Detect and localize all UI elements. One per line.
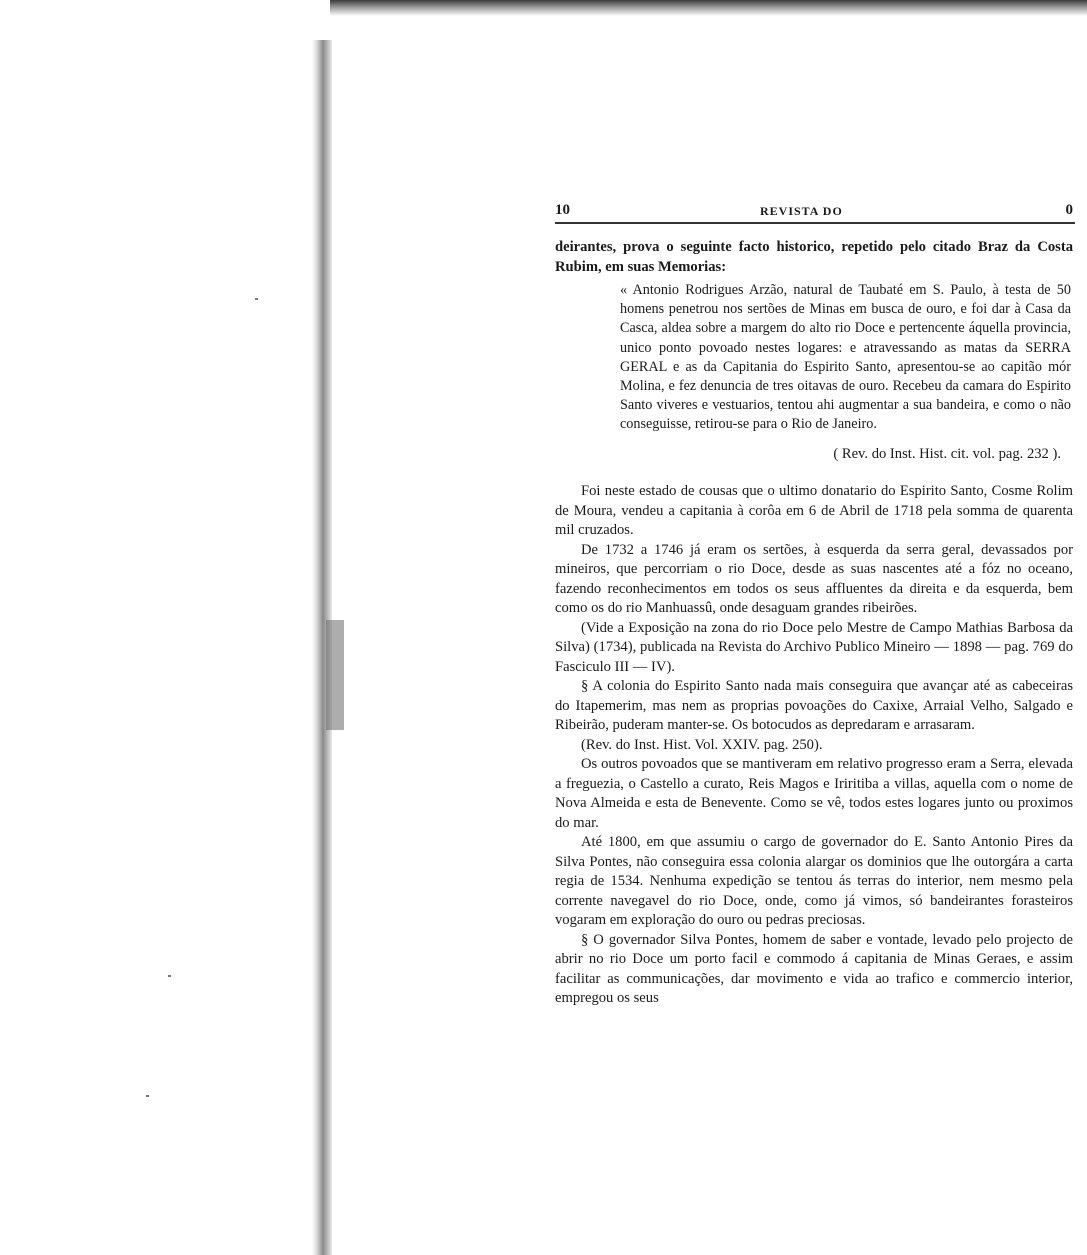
page-body xyxy=(555,238,1073,1009)
page-header xyxy=(555,200,1075,224)
scan-speck xyxy=(255,298,258,300)
running-head: REVISTA DO xyxy=(760,204,843,218)
scan-top-edge-smear xyxy=(330,0,1087,16)
paragraph: § O governador Silva Pontes, homem de saber e vontade, levado pelo projecto de abrir no rio Doce um porto facil e commodo á capitania de Minas Geraes, e assim facilitar as communicações, dar movimento e vida ao trafico e commercio interior, empregou os seus xyxy=(555,931,1073,1007)
block-quote: « Antonio Rodrigues Arzão, natural de Taubaté em S. Paulo, à testa de 50 homens penetrou nos sertões de Minas em busca de ouro, e foi dar à Casa da Casca, aldea sobre a margem do alto rio Doce e pertencente áquella provincia, unico ponto povoado nestes logares: e atravessando as matas da SERRA GERAL e as da Capitania do Espirito Santo, apresentou-se ao capitão mór Molina, e fez denuncia de tres oitavas de ouro. Recebeu da camara do Espirito Santo viveres e vestuarios, tentou ahi augmentar a sua bandeira, e como o não conseguisse, retirou-se para o Rio de Janeiro. xyxy=(620,282,1071,433)
paragraph: Foi neste estado de cousas que o ultimo donatario do Espirito Santo, Cosme Rolim de Moura, vendeu a capitania à corôa em 6 de Abril de 1718 pela somma de quarenta mil cruzados. xyxy=(555,483,1073,539)
paragraph: Os outros povoados que se mantiveram em relativo progresso eram a Serra, elevada a freguezia, o Castello a curato, Reis Magos e Iriritiba a villas, aquella com o nome de Nova Almeida e esta de Benevente. Como se vê, todos estes logares junto ou proximos do mar. xyxy=(555,756,1073,831)
binding-stain xyxy=(326,620,344,730)
corner-mark: 0 xyxy=(1065,202,1073,218)
paragraph-citation: (Vide a Exposição na zona do rio Doce pelo Mestre de Campo Mathias Barbosa da Silva) (1734), publicada na Revista do Archivo Publico Mineiro — 1898 — pag. 769 do Fasciculo III — IV). xyxy=(555,619,1073,675)
scan-speck xyxy=(168,975,171,977)
paragraph-opening: deirantes, prova o seguinte facto historico, repetido pelo citado Braz da Costa Rubim, em suas Memorias: xyxy=(555,239,1073,275)
paragraph: De 1732 a 1746 já eram os sertões, à esquerda da serra geral, devassados por mineiros, que percorriam o rio Doce, desde as suas nascentes até a fóz no oceano, fazendo reconhecimentos em todos os seus affluentes da direita e da esquerda, bem como os do rio Manhuassû, onde desaguam grandes ribeirões. xyxy=(555,541,1073,617)
page-number: 10 xyxy=(555,202,570,218)
paragraph: § A colonia do Espirito Santo nada mais conseguira que avançar até as cabeceiras do Itapemerim, mas nem as proprias povoações do Caxixe, Arraial Velho, Salgado e Ribeirão, puderam manter-se. Os botocudos as depredaram e arrasaram. xyxy=(555,678,1073,734)
quote-reference: ( Rev. do Inst. Hist. cit. vol. pag. 232 ). xyxy=(833,445,1061,462)
paragraph-citation: (Rev. do Inst. Hist. Vol. XXIV. pag. 250). xyxy=(581,736,823,753)
scan-speck xyxy=(146,1095,149,1097)
paragraph: Até 1800, em que assumiu o cargo de governador do E. Santo Antonio Pires da Silva Pontes, não conseguira essa colonia alargar os dominios que lhe outorgára a carta regia de 1534. Nenhuma expedição se tentou ás terras do interior, nem mesmo pela corrente navegavel do rio Doce, onde, como já vimos, só bandeirantes forasteiros vogaram em exploração do ouro ou pedras preciosas. xyxy=(555,834,1073,929)
